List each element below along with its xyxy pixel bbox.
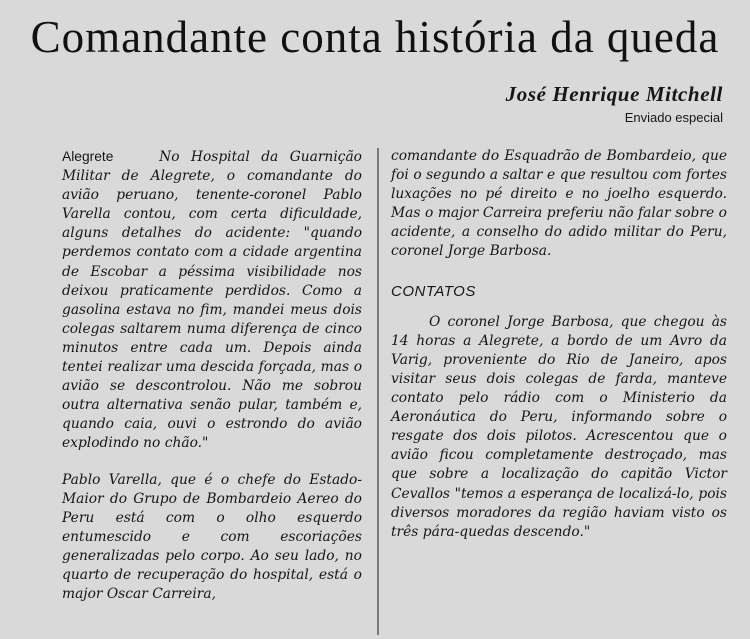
headline: Comandante conta história da queda [30, 12, 720, 62]
paragraph-1 [62, 147, 362, 454]
byline-role: Enviado especial [624, 110, 723, 125]
paragraph-4: O coronel Jorge Barbosa, que chegou às 14 horas a Alegrete, a bordo de um Avro da Varig, proveniente do Rio de Janeiro, apos visitar seus dois colegas de farda, manteve contato pelo rádio com o Ministerio da Aeronáutica do Peru, informando sobre o resgate dos dois pilotos. Acrescentou que o avião ficou completamente destroçado, mas que sobre a localização do capitão Victor Cevallos "temos a esperança de localizá-lo, pois diversos moradores da região haviam visto os três pára-quedas descendo." [391, 313, 727, 540]
left-column [62, 147, 362, 604]
right-column [391, 147, 727, 542]
subhead-contatos: CONTATOS [391, 282, 476, 300]
dateline: Alegrete [62, 149, 114, 164]
byline: José Henrique Mitchell [505, 82, 723, 106]
paragraph-3: comandante do Esquadrão de Bombardeio, que foi o segundo a saltar e que resultou com fortes luxações no pé direito e no joelho esquerdo. Mas o major Carreira preferiu não falar sobre o acidente, a conselho do adido militar do Peru, coronel Jorge Barbosa. [391, 148, 727, 260]
paragraph-2: Pablo Varella, que é o chefe do Estado-Maior do Grupo de Bombardeio Aereo do Peru está com o olho esquerdo entumescido e com escoriações generalizadas pelo corpo. Ao seu lado, no quarto de recuperação do hospital, está o major Oscar Carreira, [62, 471, 362, 603]
column-divider [377, 148, 379, 635]
paragraph-1-text: No Hospital da Guarnição Militar de Alegrete, o comandante do avião peruano, tenente-coronel Pablo Varella contou, com certa dificuldade, alguns detalhes do acidente: "quando perdemos contato com a cidade argentina de Escobar a péssima visibilidade nos deixou praticamente perdidos. Como a gasolina estava no fim, mandei meus dois colegas saltarem numa diferença de cinco minutos entre cada um. Depois ainda tentei realizar uma descida forçada, mas o avião se descontrolou. Não me sobrou outra alternativa senão pular, também e, quando caia, ouvi o estrondo do avião explodindo no chão." [62, 149, 362, 452]
